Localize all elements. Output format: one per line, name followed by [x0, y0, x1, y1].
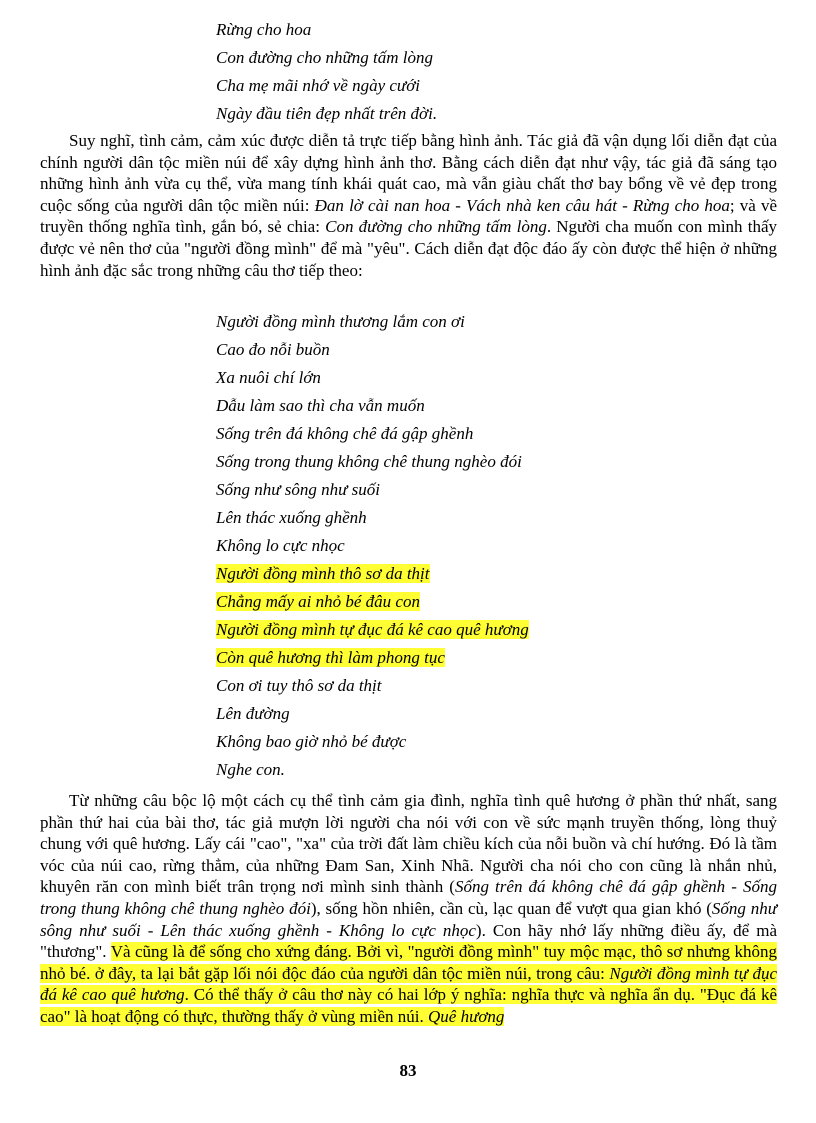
verse-line: [216, 700, 776, 728]
verse-line: [216, 420, 776, 448]
paragraph-quote: Sống trên đá không chê đá gập ghềnh - Sống trong thung không chê thung nghèo đói: [40, 877, 777, 918]
verse-text: Sống trong thung không chê thung nghèo đói: [216, 452, 522, 471]
verse-text: Lên thác xuống ghềnh: [216, 508, 367, 527]
verse-line: [216, 392, 776, 420]
highlighted-verse-text: Còn quê hương thì làm phong tục: [216, 648, 445, 667]
verse-line: [216, 588, 776, 616]
verse-text: Cao đo nỗi buồn: [216, 340, 330, 359]
verse-line: [216, 476, 776, 504]
verse-text: Sống trên đá không chê đá gập ghềnh: [216, 424, 474, 443]
verse-text: Người đồng mình thương lắm con ơi: [216, 312, 465, 331]
verse-line: [216, 336, 776, 364]
verse-block-2: [216, 308, 776, 784]
verse-line: [216, 504, 776, 532]
highlighted-text: Và cũng là để sống cho xứng đáng. Bởi vì, "người đồng mình" tuy mộc mạc, thô sơ nhưng không nhỏ bé. ở đây, ta lại bắt gặp lối nói độc đáo của người dân tộc miền núi, trong câu:: [40, 942, 777, 983]
paragraph-text: ). Con hãy nhớ lấy những điều ấy, để mà "thương".: [40, 920, 777, 962]
verse-line: Rừng cho hoa: [216, 20, 312, 39]
paragraph-quote: Sống như sông như suối - Lên thác xuống ghềnh - Không lo cực nhọc: [40, 898, 777, 940]
highlighted-quote: Quê hương: [428, 1006, 505, 1026]
highlighted-text: . Có thể thấy ở câu thơ này có hai lớp ý nghĩa: nghĩa thực và nghĩa ẩn dụ. "Đục đá kê cao" là hoạt động có thực, thường thấy ở vùng miền núi.: [40, 985, 777, 1026]
paragraph-text: . Người cha muốn con mình thấy được vẻ nên thơ của "người đồng mình" để mà "yêu". Cách diễn đạt độc đáo ấy còn được thể hiện ở những hình ảnh đặc sắc trong những câu thơ tiếp theo:: [40, 217, 777, 280]
verse-line: [216, 756, 776, 784]
verse-line: [216, 616, 776, 644]
paragraph-quote: Con đường cho những tấm lòng: [325, 217, 547, 237]
paragraph-text: Suy nghĩ, tình cảm, cảm xúc được diễn tả trực tiếp bằng hình ảnh. Tác giả đã vận dụng lối diễn đạt của chính người dân tộc miền núi để xây dựng hình ảnh thơ. Bằng cách diễn đạt như vậy, tác giả đã sáng tạo những hình ảnh vừa cụ thể, vừa mang tính khái quát cao, mà vẫn giàu chất thơ bay bổng về vẻ đẹp trong cuộc sống của người dân tộc miền núi:: [40, 131, 777, 215]
verse-text: Không lo cực nhọc: [216, 536, 345, 555]
verse-line: [216, 560, 776, 588]
verse-line: [216, 672, 776, 700]
verse-line: [216, 728, 776, 756]
verse-text: Không bao giờ nhỏ bé được: [216, 732, 407, 751]
verse-text: Xa nuôi chí lớn: [216, 368, 321, 387]
verse-text: Dẫu làm sao thì cha vẫn muốn: [216, 396, 425, 415]
paragraph-quote: Đan lờ cài nan hoa - Vách nhà ken câu hát - Rừng cho hoa: [314, 195, 730, 215]
verse-text: Nghe con.: [216, 760, 285, 779]
highlighted-verse-text: Người đồng mình tự đục đá kê cao quê hương: [216, 620, 529, 639]
verse-line: Cha mẹ mãi nhớ về ngày cưới: [216, 76, 420, 95]
highlighted-verse-text: Chẳng mấy ai nhỏ bé đâu con: [216, 592, 420, 611]
verse-text: Lên đường: [216, 704, 290, 723]
paragraph-text: Từ những câu bộc lộ một cách cụ thể tình cảm gia đình, nghĩa tình quê hương ở phần thứ nhất, sang phần thứ hai của bài thơ, tác giả mượn lời người cha nói với con về sức mạnh truyền thống, lòng thuỷ chung với quê hương. Lấy cái "cao", "xa" của trời đất làm chiều kích của nỗi buồn và chí hướng. Đó là tầm vóc của núi cao, rừng thẳm, của những Đam San, Xinh Nhã. Người cha nói cho con cũng là nhắn nhủ, khuyên răn con mình biết trân trọng nơi mình sinh thành (: [40, 791, 777, 897]
verse-line: Ngày đầu tiên đẹp nhất trên đời.: [216, 104, 438, 123]
verse-text: Con ơi tuy thô sơ da thịt: [216, 676, 382, 695]
paragraph-1: [40, 130, 777, 281]
verse-block-1: [216, 16, 776, 128]
paragraph-text: ), sống hồn nhiên, cần cù, lạc quan để vượt qua gian khó (: [310, 898, 712, 918]
page-number: 83: [399, 1061, 417, 1080]
verse-line: Con đường cho những tấm lòng: [216, 48, 433, 67]
verse-line: [216, 644, 776, 672]
paragraph-text: ; và về truyền thống nghĩa tình, gắn bó, sẻ chia:: [40, 195, 777, 237]
verse-line: [216, 308, 776, 336]
verse-text: Sống như sông như suối: [216, 480, 380, 499]
highlighted-verse-text: Người đồng mình thô sơ da thịt: [216, 564, 430, 583]
highlighted-quote: Người đồng mình tự đục đá kê cao quê hương: [40, 963, 777, 1005]
verse-line: [216, 448, 776, 476]
verse-line: [216, 364, 776, 392]
paragraph-2: [40, 790, 777, 1028]
verse-line: [216, 532, 776, 560]
